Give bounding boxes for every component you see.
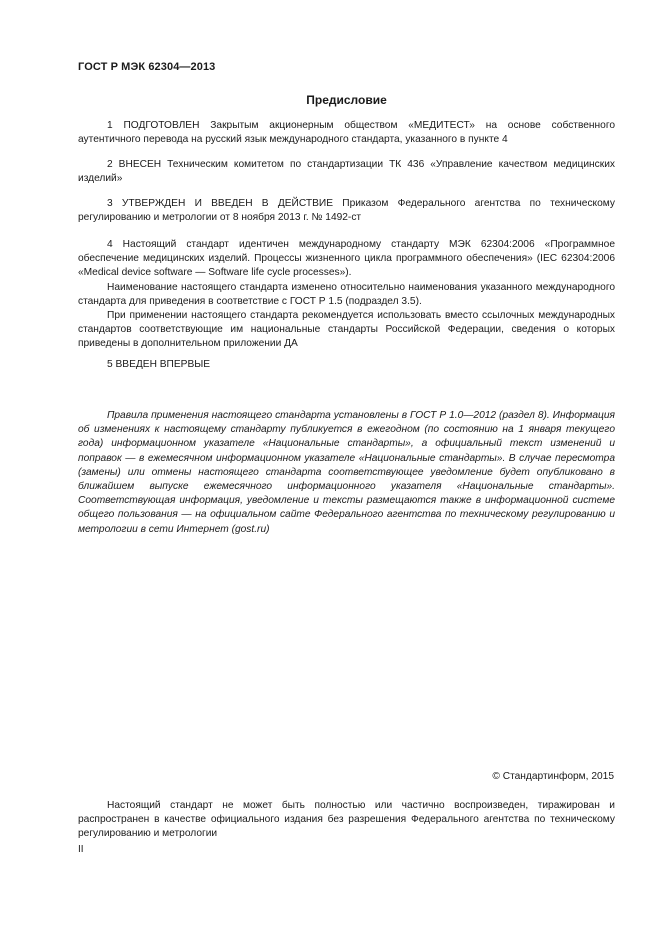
rules-note-text: Правила применения настоящего стандарта установлены в ГОСТ Р 1.0—2012 (раздел 8). Информация об изменениях к настоящему стандарту публикуется в ежегодном (по состоянию на 1 января текущего года) информационном указателе «Национальные стандарты», а официальный текст изменений и поправок — в ежемесячном информационном указателе «Национальные стандарты». В случае пересмотра (замены) или отмены настоящего стандарта соответствующее уведомление будет опубликовано в ближайшем выпуске ежемесячного информационного указателя «Национальные стандарты». Соответствующая информация, уведомление и тексты размещаются также в информационной системе общего пользования — на официальном сайте Федерального агентства по техническому регулированию и метрологии в сети Интернет (gost.ru) bbox=[78, 410, 615, 535]
section-4 bbox=[78, 238, 615, 352]
rules-note bbox=[78, 409, 615, 537]
section-2-text: 2 ВНЕСЕН Техническим комитетом по стандартизации ТК 436 «Управление качеством медицинских изделий» bbox=[78, 159, 615, 185]
section-5 bbox=[78, 358, 615, 372]
page-number: II bbox=[78, 844, 84, 855]
page-title-text: Предисловие bbox=[306, 93, 387, 107]
section-4-references: При применении настоящего стандарта рекомендуется использовать вместо ссылочных международных стандартов соответствующие им национальные стандарты Российской Федерации, сведения о которых приведены в дополнительном приложении ДА bbox=[78, 310, 615, 350]
section-1-text: 1 ПОДГОТОВЛЕН Закрытым акционерным обществом «МЕДИТЕСТ» на основе собственного аутентичного перевода на русский язык международного стандарта, указанного в пункте 4 bbox=[78, 120, 615, 146]
page-title bbox=[0, 93, 661, 107]
copyright: © Стандартинформ, 2015 bbox=[492, 771, 614, 782]
section-3-text: 3 УТВЕРЖДЕН И ВВЕДЕН В ДЕЙСТВИЕ Приказом Федерального агентства по техническому регулированию и метрологии от 8 ноября 2013 г. № 1492-ст bbox=[78, 198, 615, 224]
section-4-text: 4 Настоящий стандарт идентичен международному стандарту МЭК 62304:2006 «Программное обеспечение медицинских изделий. Процессы жизненного цикла программного обеспечения» (IEC 62304:2006 «Medical device software — Software life cycle processes»). bbox=[78, 239, 615, 279]
reproduction-note-text: Настоящий стандарт не может быть полностью или частично воспроизведен, тиражирован и распространен в качестве официального издания без разрешения Федерального агентства по техническому регулированию и метрологии bbox=[78, 800, 615, 840]
standard-code-header: ГОСТ Р МЭК 62304—2013 bbox=[78, 61, 216, 73]
reproduction-note bbox=[78, 799, 615, 842]
section-4-name-change: Наименование настоящего стандарта изменено относительно наименования указанного международного стандарта для приведения в соответствие с ГОСТ Р 1.5 (подраздел 3.5). bbox=[78, 281, 615, 307]
section-1 bbox=[78, 119, 615, 147]
section-3 bbox=[78, 197, 615, 225]
section-5-text: 5 ВВЕДЕН ВПЕРВЫЕ bbox=[107, 359, 211, 370]
section-2 bbox=[78, 158, 615, 186]
